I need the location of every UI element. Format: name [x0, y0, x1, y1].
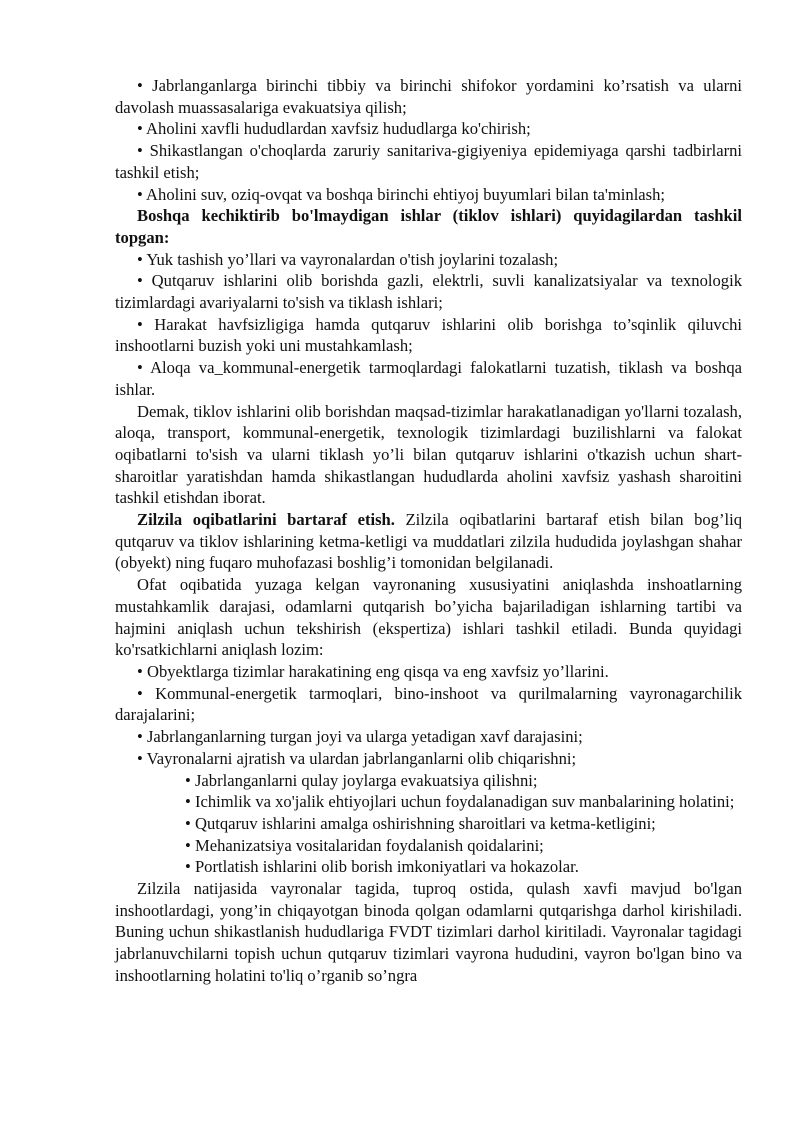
paragraph-text: • Aloqa va_kommunal-energetik tarmoqlardagi falokatlarni tuzatish, tiklash va boshqa ishlar.	[115, 358, 742, 399]
paragraph	[115, 835, 742, 857]
paragraph-text: • Portlatish ishlarini olib borish imkoniyatlari va hokazolar.	[185, 857, 579, 877]
paragraph-text: • Vayronalarni ajratish va ulardan jabrlanganlarni olib chiqarishni;	[137, 748, 577, 768]
paragraph-text: • Kommunal-energetik tarmoqlari, bino-inshoot va qurilmalarning vayronagarchilik darajalarini;	[115, 683, 742, 725]
paragraph-text: • Aholini suv, oziq-ovqat va boshqa birinchi ehtiyoj buyumlari bilan ta'minlash;	[137, 184, 666, 204]
paragraph-text: • Yuk tashish yo’llari va vayronalardan o'tish joylarini tozalash;	[137, 249, 559, 269]
paragraph	[115, 357, 742, 400]
paragraph-text: • Qutqaruv ishlarini olib borishda gazli, elektrli, suvli kanalizatsiyalar va texnologik tizimlardagi avariyalarni to'sish va tiklash ishlari;	[115, 271, 742, 313]
paragraph-text: • Shikastlangan o'choqlarda zaruriy sanitariva-gigiyeniya epidemiyaga qarshi tadbirlarni tashkil etish;	[115, 141, 742, 182]
paragraph	[115, 748, 742, 770]
paragraph	[115, 401, 742, 510]
paragraph-text: • Aholini xavfli hududlardan xavfsiz hududlarga ko'chirish;	[137, 119, 531, 139]
paragraph	[115, 813, 742, 835]
paragraph-text: • Jabrlanganlarning turgan joyi va ularga yetadigan xavf darajasini;	[137, 727, 583, 747]
paragraph-text: Zilzila oqibatlarini bartaraf etish bilan bog’liq qutqaruv va tiklov ishlarining ketma-ketligi va muddatlari zilzila hududida joylashgan shahar (obyekt) ning fuqaro muhofazasi boshlig’i tomonidan belgilanadi.	[115, 510, 742, 573]
paragraph	[115, 205, 742, 248]
paragraph-bold-lead: Boshqa kechiktirib bo'lmaydigan ishlar (tiklov ishlari) quyidagilardan tashkil topgan:	[115, 206, 742, 247]
paragraph	[115, 249, 742, 271]
paragraph-text: • Harakat havfsizligiga hamda qutqaruv ishlarini olib borishga to’sqinlik qiluvchi inshootlarni buzish yoki uni mustahkamlash;	[115, 314, 742, 356]
paragraph-text: • Obyektlarga tizimlar harakatining eng qisqa va eng xavfsiz yo’llarini.	[137, 661, 609, 681]
paragraph-text: Demak, tiklov ishlarini olib borishdan maqsad-tizimlar harakatlanadigan yo'llarni tozalash, aloqa, transport, kommunal-energetik, texnologik tizimlardagi buzilishlarni va falokat oqibatlarni to'sish va ularni tiklash yo’li bilan qutqaruv ishlarini o'tkazish uchun shart-sharoitlar yaratishdan hamda shikastlangan hududlarda aholini xavfsiz yashash sharoitini tashkil etishdan iborat.	[115, 401, 742, 508]
document-body	[115, 75, 742, 987]
paragraph	[115, 770, 742, 792]
paragraph	[115, 574, 742, 661]
paragraph-text: • Jabrlanganlarga birinchi tibbiy va birinchi shifokor yordamini ko’rsatish va ularni davolash muassasalariga evakuatsiya qilish;	[115, 76, 742, 117]
paragraph-text: • Qutqaruv ishlarini amalga oshirishning sharoitlari va ketma-ketligini;	[185, 813, 656, 833]
paragraph-text: Zilzila natijasida vayronalar tagida, tuproq ostida, qulash xavfi mavjud bo'lgan inshootlardagi, yong’in chiqayotgan binoda qolgan odamlarni qutqarishga darhol kirishiladi. Buning uchun shikastlanish hududlariga FVDT tizimlari darhol kiritiladi. Vayronalar tagidagi jabrlanuvchilarni topish uchun qutqaruv tizimlari vayrona hududini, vayron bo'lgan bino va inshootlarning holatini to'liq o’rganib so’ngra	[115, 879, 742, 985]
paragraph-bold-lead: Zilzila oqibatlarini bartaraf etish.	[137, 510, 395, 530]
paragraph	[115, 184, 742, 206]
paragraph	[115, 140, 742, 183]
paragraph	[115, 661, 742, 683]
paragraph	[115, 270, 742, 313]
paragraph	[115, 878, 742, 987]
paragraph	[115, 856, 742, 878]
paragraph	[115, 314, 742, 357]
paragraph-text: • Jabrlanganlarni qulay joylarga evakuatsiya qilishni;	[185, 770, 538, 790]
paragraph	[115, 791, 742, 813]
paragraph	[115, 683, 742, 726]
paragraph	[115, 118, 742, 140]
paragraph	[115, 509, 742, 574]
paragraph-text: • Ichimlik va xo'jalik ehtiyojlari uchun foydalanadigan suv manbalarining holatini;	[185, 792, 735, 812]
paragraph	[115, 726, 742, 748]
paragraph-text: Ofat oqibatida yuzaga kelgan vayronaning xususiyatini aniqlashda inshoatlarning mustahkamlik darajasi, odamlarni qutqarish bo’yicha bajariladigan ishlarning tartibi va hajmini aniqlash uchun tekshirish (ekspertiza) ishlari tashkil etiladi. Bunda quyidagi ko'rsatkichlarni aniqlash lozim:	[115, 575, 742, 660]
paragraph-text: • Mehanizatsiya vositalaridan foydalanish qoidalarini;	[185, 835, 544, 855]
paragraph	[115, 75, 742, 118]
